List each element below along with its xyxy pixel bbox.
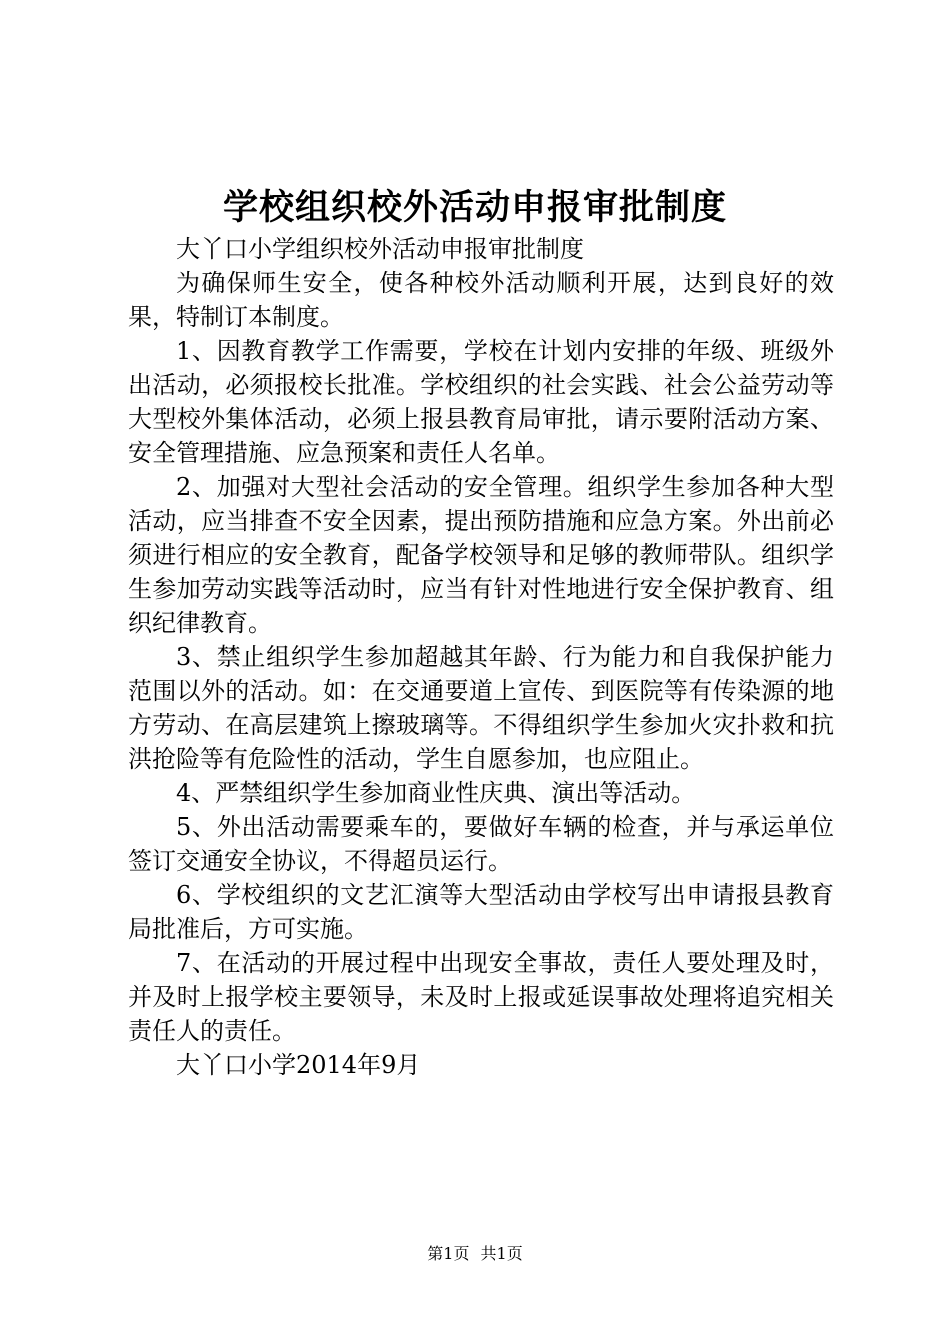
document-body [128,232,834,1082]
paragraph-rule-2: 2、加强对大型社会活动的安全管理。组织学生参加各种大型活动，应当排查不安全因素，提出预防措施和应急方案。外出前必须进行相应的安全教育，配备学校领导和足够的教师带队。组织学生参加劳动实践等活动时，应当有针对性地进行安全保护教育、组织纪律教育。 [128,473,834,637]
page-footer [0,1242,950,1266]
page-total: 共1页 [480,1244,523,1263]
paragraph-rule-1: 1、因教育教学工作需要，学校在计划内安排的年级、班级外出活动，必须报校长批准。学校组织的社会实践、社会公益劳动等大型校外集体活动，必须上报县教育局审批，请示要附活动方案、安全管理措施、应急预案和责任人名单。 [128,337,834,467]
paragraph-heading-repeat: 大丫口小学组织校外活动申报审批制度 [176,235,584,263]
paragraph-rule-4: 4、严禁组织学生参加商业性庆典、演出等活动。 [176,779,696,807]
paragraph-rule-7: 7、在活动的开展过程中出现安全事故，责任人要处理及时，并及时上报学校主要领导，未及时上报或延误事故处理将追究相关责任人的责任。 [128,949,834,1045]
paragraph-rule-6: 6、学校组织的文艺汇演等大型活动由学校写出申请报县教育局批准后，方可实施。 [128,881,834,943]
paragraph-rule-5: 5、外出活动需要乘车的，要做好车辆的检查，并与承运单位签订交通安全协议，不得超员运行。 [128,813,834,875]
page-number: 第1页 [427,1244,470,1263]
paragraph-signature: 大丫口小学2014年9月 [176,1051,421,1079]
paragraph-intro: 为确保师生安全，使各种校外活动顺利开展，达到良好的效果，特制订本制度。 [128,269,834,331]
document-title: 学校组织校外活动申报审批制度 [222,187,727,228]
paragraph-rule-3: 3、禁止组织学生参加超越其年龄、行为能力和自我保护能力范围以外的活动。如：在交通要道上宣传、到医院等有传染源的地方劳动、在高层建筑上擦玻璃等。不得组织学生参加火灾扑救和抗洪抢险等有危险性的活动，学生自愿参加，也应阻止。 [128,643,834,773]
